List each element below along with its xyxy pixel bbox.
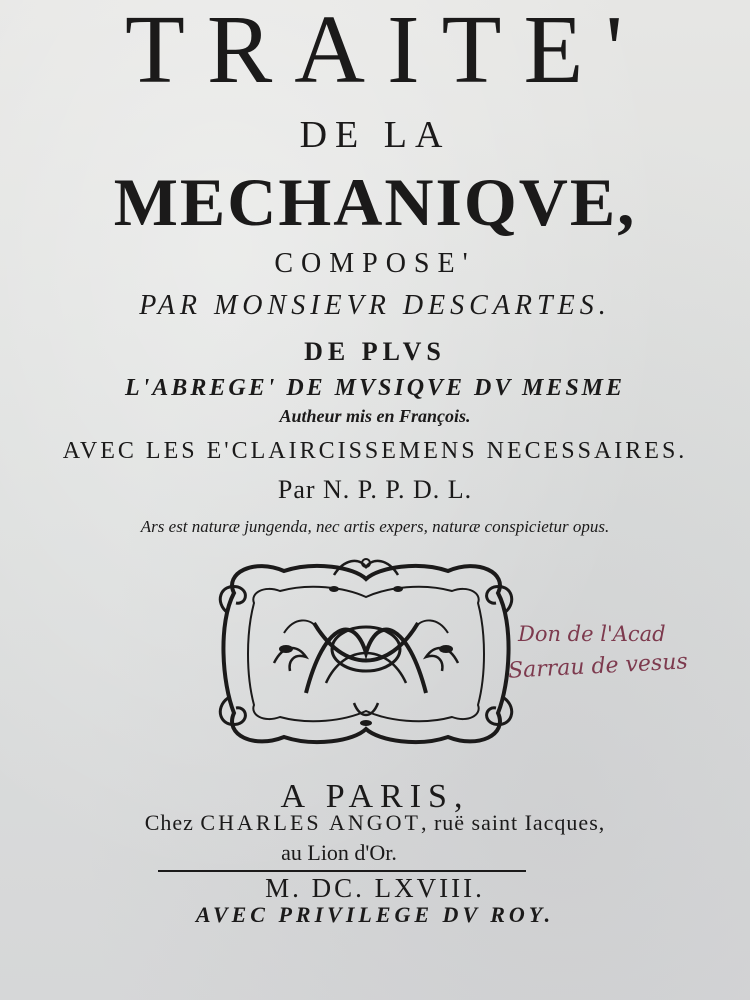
autheur-line: Autheur mis en François. [279, 406, 471, 426]
imprint-printer-line [0, 810, 750, 836]
author-line: PAR MONSIEVR DESCARTES. [139, 290, 611, 321]
printer-vignette-ornament [214, 553, 518, 753]
imprint-sign: au Lion d'Or. [281, 840, 397, 865]
imprint-chez: Chez [144, 810, 201, 835]
abrege-line: L'ABREGE' DE MVSIQVE DV MESME [124, 375, 626, 401]
imprint-date: M. DC. LXVIII. [265, 873, 485, 903]
imprint-address: , ruë saint Iacques, [420, 810, 606, 835]
imprint-rule [158, 870, 526, 872]
eclaircissemens-line: AVEC LES E'CLAIRCISSEMENS NECESSAIRES. [62, 438, 688, 464]
imprint-printer-name: CHARLES ANGOT [200, 810, 421, 835]
latin-motto: Ars est naturæ jungenda, nec artis expers, naturæ conspicietur opus. [140, 517, 610, 536]
title-line-3: MECHANIQVE, [113, 164, 637, 240]
compose-line: COMPOSE' [274, 248, 476, 279]
handwritten-provenance-note [508, 622, 738, 692]
title-line-2: DE LA [299, 114, 451, 156]
royal-privilege: AVEC PRIVILEGE DV ROY. [195, 902, 555, 927]
de-plus-line: DE PLVS [304, 337, 446, 366]
handwritten-line-2: Sarrau de vesus [507, 649, 689, 684]
handwritten-line-1: Don de l'Acad [518, 622, 666, 646]
editor-initials: Par N. P. P. D. L. [277, 475, 473, 504]
imprint-city: A PARIS, [280, 778, 470, 815]
title-line-1: TRAITE' [124, 0, 646, 104]
